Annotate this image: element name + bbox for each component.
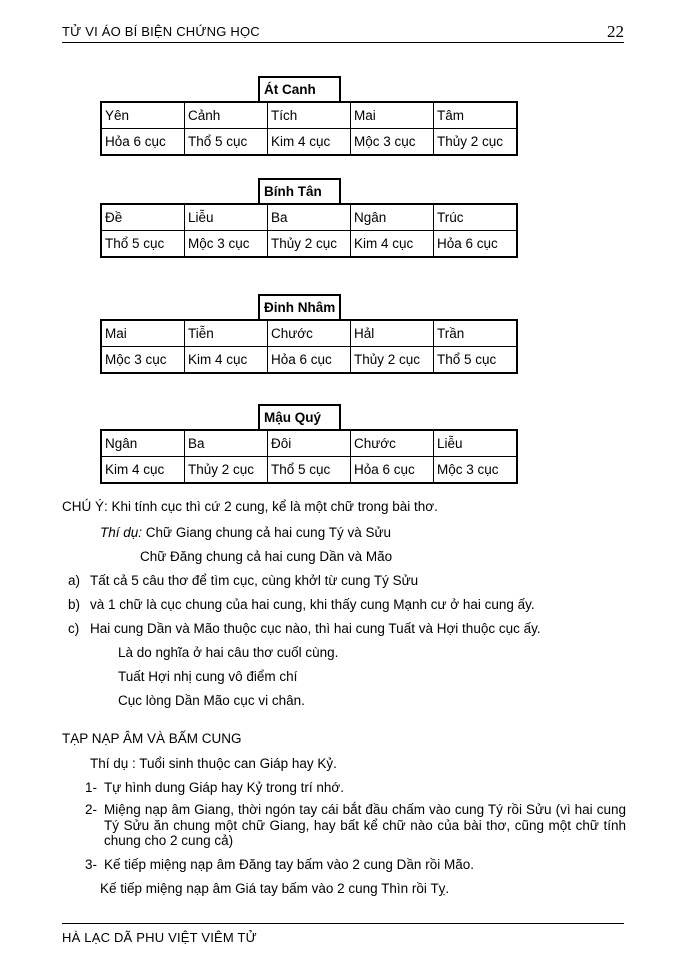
item-text: Kế tiếp miệng nạp âm Đăng tay bấm vào 2 cung Dần rồi Mão. [104,857,474,872]
table-row [101,457,517,484]
table-cell: Thủy 2 cục [185,457,268,484]
table-cell: Thủy 2 cục [351,347,434,374]
table-cell: Kim 4 cục [268,129,351,156]
table-cell: Mộc 3 cục [101,347,185,374]
book-title: TỬ VI ÁO BÍ BIỆN CHỨNG HỌC [62,24,260,39]
table-cell: Cảnh [185,102,268,129]
section-heading: TẠP NẠP ÂM VÀ BẤM CUNG [62,731,242,746]
item-text: Tự hình dung Giáp hay Kỷ trong trí nhớ. [104,780,345,795]
thi-du-line [100,524,391,541]
nap-am-table-mau-quy [100,404,499,484]
nap-am-table-at-canh [100,76,504,156]
table-cell: Liễu [434,430,518,457]
table-grid [100,429,518,484]
item-text: và 1 chữ là cục chung của hai cung, khi thấy cung Mạnh cư ở hai cung ấy. [90,597,535,612]
page-footer [62,923,624,945]
table-cell: Tâm [434,102,518,129]
table-cell: Trần [434,320,518,347]
table-row [101,320,517,347]
table-cell: Hỏa 6 cục [351,457,434,484]
table-cell: Kim 4 cục [185,347,268,374]
table-title: Đinh Nhâm [258,294,341,319]
table-cell: Mộc 3 cục [351,129,434,156]
poem-line: Cục lòng Dần Mão cục vi chân. [118,693,305,708]
item-text: Miệng nạp âm Giang, thời ngón tay cái bắt đầu chấm vào cung Tý rồi Sửu (vì hai cung Tý Sửu ăn chung một chữ Giang, hay bất kể chữ nào của bài thơ, cũng một chữ tính chung cho 2 cung cả) [104,802,626,848]
table-cell: Yên [101,102,185,129]
page-number: 22 [607,22,624,41]
step-item-2 [85,802,626,849]
chu-y-line: CHÚ Ý: Khi tính cục thì cứ 2 cung, kể là một chữ trong bài thơ. [62,499,438,514]
table-cell: Tiễn [185,320,268,347]
thi-du-text: Chữ Giang chung cả hai cung Tý và Sửu [145,525,392,540]
table-cell: Mộc 3 cục [185,231,268,258]
table-cell: Thổ 5 cục [101,231,185,258]
table-grid [100,319,518,374]
table-cell: Mai [351,102,434,129]
table-cell: Tích [268,102,351,129]
table-cell: Ba [185,430,268,457]
table-cell: Ngân [101,430,185,457]
item-label: 2- [85,802,98,817]
table-row [101,102,517,129]
note-item-a [68,572,418,589]
table-title: Mậu Quý [258,404,341,429]
table-grid [100,101,518,156]
table-cell: Chước [268,320,351,347]
item-label: 3- [85,857,98,872]
table-row [101,129,517,156]
table-cell: Hảl [351,320,434,347]
step-item-3 [85,856,474,873]
table-cell: Đề [101,204,185,231]
table-cell: Thủy 2 cục [434,129,518,156]
poem-line: Là do nghĩa ở hai câu thơ cuốl cùng. [118,645,339,660]
item-label: b) [68,597,81,612]
thi-du-label: Thí dụ: [100,525,143,540]
page-header [62,24,624,43]
table-row [101,347,517,374]
item-text: Hai cung Dần và Mão thuộc cục nào, thì hai cung Tuất và Hợi thuộc cục ấy. [90,621,541,636]
nap-am-table-dinh-nham [100,294,495,374]
item-label: 1- [85,780,98,795]
table-grid [100,203,518,258]
thi-du-line-2: Chữ Đăng chung cả hai cung Dần và Mão [140,549,393,564]
note-item-b [68,596,535,613]
table-title: Át Canh [258,76,341,101]
step-item-1 [85,779,344,796]
table-row [101,430,517,457]
table-cell: Hỏa 6 cục [268,347,351,374]
table-cell: Mai [101,320,185,347]
section2-thi-du: Thí dụ : Tuổi sinh thuộc can Giáp hay Kỷ. [90,756,337,771]
table-cell: Hỏa 6 cục [101,129,185,156]
item-label: c) [68,621,80,636]
table-title: Bính Tân [258,178,341,203]
table-cell: Kim 4 cục [101,457,185,484]
table-cell: Thủy 2 cục [268,231,351,258]
table-cell: Đôi [268,430,351,457]
table-cell: Thổ 5 cục [434,347,518,374]
footer-author: HÀ LẠC DÃ PHU VIỆT VIÊM TỬ [62,930,257,945]
table-cell: Chước [351,430,434,457]
item-label: a) [68,573,81,588]
table-cell: Kim 4 cục [351,231,434,258]
nap-am-table-binh-tan [100,178,498,258]
table-cell: Liễu [185,204,268,231]
table-cell: Mộc 3 cục [434,457,518,484]
note-item-c [68,620,541,637]
table-row [101,204,517,231]
table-cell: Ngân [351,204,434,231]
table-cell: Hỏa 6 cục [434,231,518,258]
table-cell: Thổ 5 cục [185,129,268,156]
table-cell: Ba [268,204,351,231]
item-text: Tất cả 5 câu thơ để tìm cục, cùng khởl từ cung Tý Sửu [90,573,419,588]
poem-line: Tuất Hợi nhị cung vô điểm chí [118,669,298,684]
table-cell: Trúc [434,204,518,231]
table-cell: Thổ 5 cục [268,457,351,484]
table-row [101,231,517,258]
closing-line: Kế tiếp miệng nạp âm Giá tay bấm vào 2 cung Thìn rồi Tỵ. [100,881,450,896]
